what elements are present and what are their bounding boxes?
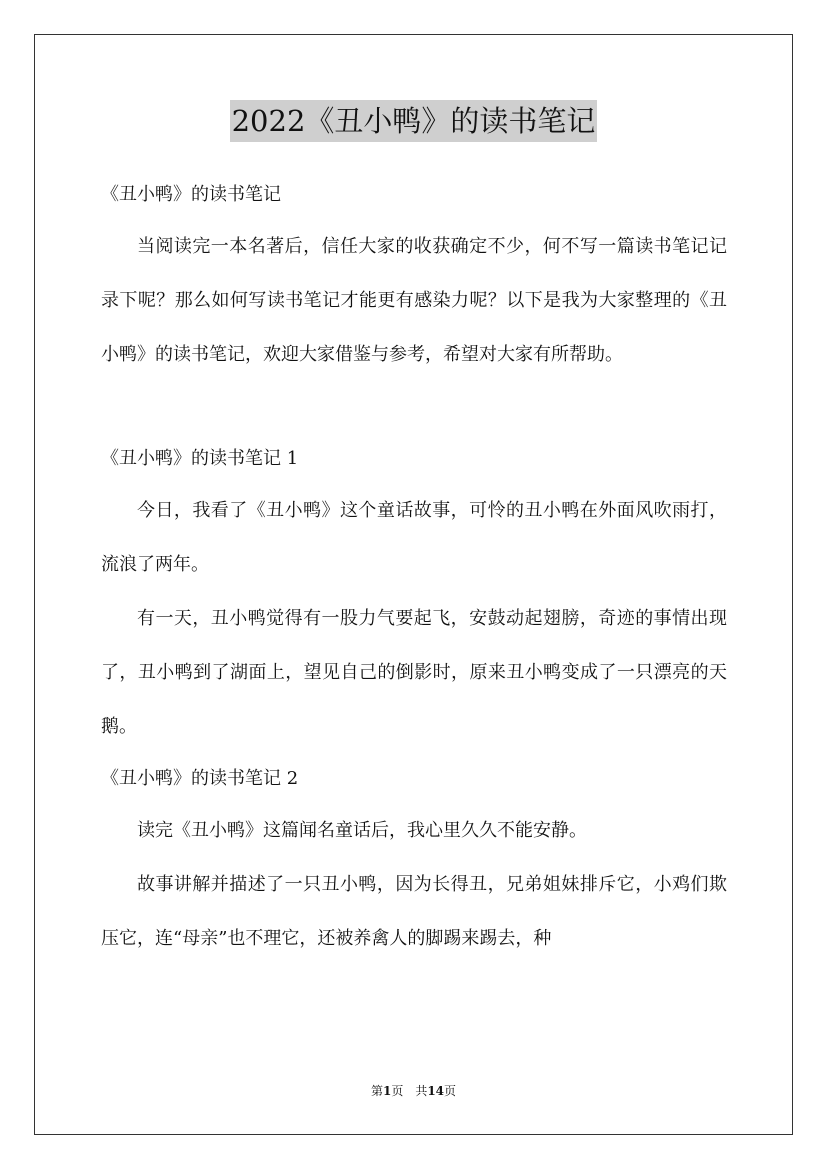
section-spacer bbox=[101, 382, 727, 434]
title-container bbox=[0, 100, 827, 142]
document-title: 2022《丑小鸭》的读书笔记 bbox=[230, 100, 598, 142]
document-body bbox=[101, 170, 727, 966]
footer-page-mid: 页 共 bbox=[391, 1084, 428, 1098]
footer-page-total: 14 bbox=[427, 1084, 445, 1098]
page-footer bbox=[0, 1082, 827, 1099]
section1-paragraph-1: 今日，我看了《丑小鸭》这个童话故事，可怜的丑小鸭在外面风吹雨打，流浪了两年。 bbox=[101, 500, 727, 575]
section2-paragraph-2: 故事讲解并描述了一只丑小鸭，因为长得丑，兄弟姐妹排斥它，小鸡们欺压它，连“母亲”也不理它，还被养禽人的脚踢来踢去，种 bbox=[101, 874, 727, 949]
footer-page-current: 1 bbox=[382, 1084, 392, 1098]
footer-page-prefix: 第 bbox=[370, 1084, 383, 1098]
section1-heading: 《丑小鸭》的读书笔记 1 bbox=[101, 448, 299, 469]
footer-page-suffix: 页 bbox=[444, 1084, 457, 1098]
intro-paragraph: 当阅读完一本名著后，信任大家的收获确定不少，何不写一篇读书笔记记录下呢？那么如何写读书笔记才能更有感染力呢？以下是我为大家整理的《丑小鸭》的读书笔记，欢迎大家借鉴与参考，希望对大家有所帮助。 bbox=[101, 236, 727, 365]
intro-heading: 《丑小鸭》的读书笔记 bbox=[101, 184, 281, 205]
section2-paragraph-1: 读完《丑小鸭》这篇闻名童话后，我心里久久不能安静。 bbox=[137, 820, 587, 841]
section2-heading: 《丑小鸭》的读书笔记 2 bbox=[101, 768, 299, 789]
section1-paragraph-2: 有一天，丑小鸭觉得有一股力气要起飞，安鼓动起翅膀，奇迹的事情出现了，丑小鸭到了湖面上，望见自己的倒影时，原来丑小鸭变成了一只漂亮的天鹅。 bbox=[101, 608, 727, 737]
